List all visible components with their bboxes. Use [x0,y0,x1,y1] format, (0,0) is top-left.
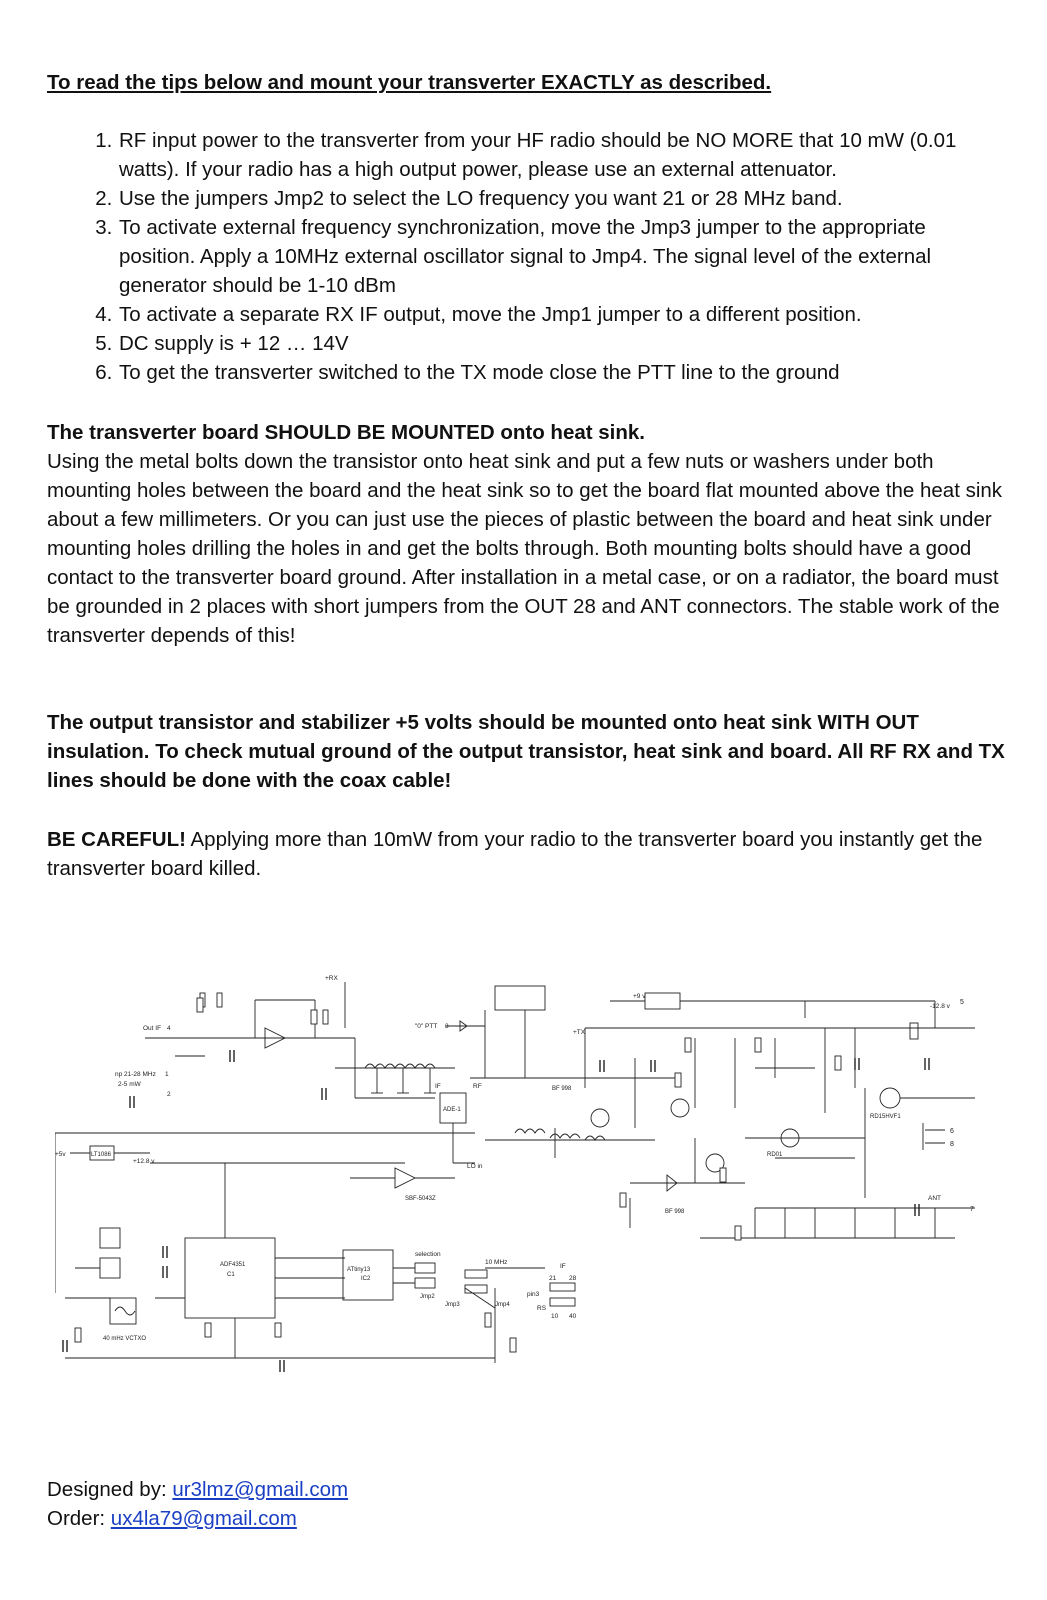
warning-paragraph: The output transistor and stabilizer +5 volts should be mounted onto heat sink WITH OUT insulation. To check mutual ground of the output transistor, heat sink and board. All RF RX and TX lines should be done with the coax cable! [47,711,1005,792]
transverter-schematic [55,968,995,1428]
schematic-pin-4: 4 [167,1025,171,1032]
tip-item: 3. To activate external frequency synchronization, move the Jmp3 jumper to the appropriate position. Apply a 10MHz external oscillator signal to Jmp4. The signal level of the external generator should be 1-10 dBm [118,213,1007,300]
tip-item: 5. DC supply is + 12 … 14V [118,329,1007,358]
designer-email-link[interactable]: ur3lmz@gmail.com [172,1478,349,1501]
schematic-pin-8: 8 [950,1141,954,1148]
schematic-label-lt1086: LT1086 [91,1152,111,1158]
tip-item: 4. To activate a separate RX IF output, move the Jmp1 jumper to a different position. [118,300,1007,329]
tips-list [47,126,1007,387]
schematic-label-adf4351: ADF4351 [220,1262,246,1268]
schematic-label-10: 10 [551,1313,559,1320]
schematic-label-adf-ref: C1 [227,1272,235,1278]
schematic-label-input-power: 2-5 mW [118,1081,141,1088]
schematic-label-attiny: ATtiny13 [347,1267,371,1273]
schematic-label-10mhz: 10 MHz [485,1259,508,1266]
schematic-label-tx: +TX [573,1029,586,1036]
schematic-label-out-if: Out IF [143,1025,162,1032]
schematic-label-jmp4: Jmp4 [495,1302,510,1308]
schematic-label-ptt: "0" PTT [415,1023,438,1030]
schematic-label-rd01: RD01 [767,1152,783,1158]
order-email-link[interactable]: ux4la79@gmail.com [110,1507,297,1530]
order-contact [47,1504,297,1533]
designed-by-label: Designed by: [47,1478,173,1501]
schematic-label-if: IF [435,1083,441,1090]
schematic-label-rs: RS [537,1305,547,1312]
schematic-label-bf998-1: BF 998 [552,1086,572,1092]
schematic-pin-1: 1 [165,1071,169,1078]
schematic-label-rf: RF [473,1083,482,1090]
schematic-label-40: 40 [569,1313,577,1320]
schematic-label-ic2: IC2 [361,1276,371,1282]
schematic-label-ant: ANT [928,1195,941,1202]
careful-lead: BE CAREFUL! [47,828,186,851]
schematic-label-if-right: IF [560,1263,566,1270]
schematic-label-bf998-2: BF 998 [665,1209,685,1215]
instructions-heading: To read the tips below and mount your transverter EXACTLY as described. [47,71,772,94]
careful-text: Applying more than 10mW from your radio to the transverter board you instantly get the transverter board killed. [47,828,983,880]
schematic-label-minus12: -12.8 v [930,1003,950,1010]
tip-item: 2. Use the jumpers Jmp2 to select the LO frequency you want 21 or 28 MHz band. [118,184,1007,213]
schematic-label-rd15: RD15HVF1 [870,1114,901,1120]
designed-by [47,1475,348,1504]
schematic-label-jmp3: Jmp3 [445,1302,460,1308]
schematic-label-rx: +RX [325,975,338,982]
careful-paragraph [47,825,1007,883]
mounting-body: Using the metal bolts down the transistor onto heat sink and put a few nuts or washers under both mounting holes between the board and the heat sink so to get the board flat mounted above the heat sink about a few millimeters. Or you can just use the pieces of plastic between the board and heat sink under mounting holes drilling the holes in and get the bolts through. Both mounting bolts should have a good contact to the transverter board ground. After installation in a metal case, or on a radiator, the board must be grounded in 2 places with short jumpers from the OUT 28 and ANT connectors. The stable work of the transverter depends of this! [47,450,1003,647]
schematic-label-28: 28 [569,1275,577,1282]
schematic-pin-5: 5 [960,999,964,1006]
schematic-pin-6: 6 [950,1128,954,1135]
mounting-title: The transverter board SHOULD BE MOUNTED onto heat sink. [47,421,645,444]
order-label: Order: [47,1507,111,1530]
tip-item: 1. RF input power to the transverter from your HF radio should be NO MORE that 10 mW (0.01 watts). If your radio has a high output power, please use an external attenuator. [118,126,1007,184]
schematic-label-selection: selection [415,1251,441,1258]
tip-item: 6. To get the transverter switched to the TX mode close the PTT line to the ground [118,358,1007,387]
schematic-label-sbf: SBF-5043Z [405,1196,436,1202]
schematic-label-21: 21 [549,1275,557,1282]
schematic-pin-2: 2 [167,1091,171,1098]
schematic-pin-7: 7 [970,1206,974,1213]
schematic-label-vcxo: 40 mHz VCTXO [103,1336,147,1342]
schematic-label-plus9: +9 v [633,993,646,1000]
schematic-label-plus5: +5v [55,1151,66,1158]
schematic-label-pin3: pin3 [527,1291,540,1298]
schematic-label-ade: ADE-1 [443,1107,461,1113]
schematic-label-lo-in: LO in [467,1163,483,1170]
schematic-ptt-pin: 3 [445,1023,449,1030]
schematic-label-plus12: +12.8 v [133,1158,155,1165]
schematic-label-input: np 21-28 MHz [115,1071,156,1078]
schematic-label-jmp2: Jmp2 [420,1294,435,1300]
